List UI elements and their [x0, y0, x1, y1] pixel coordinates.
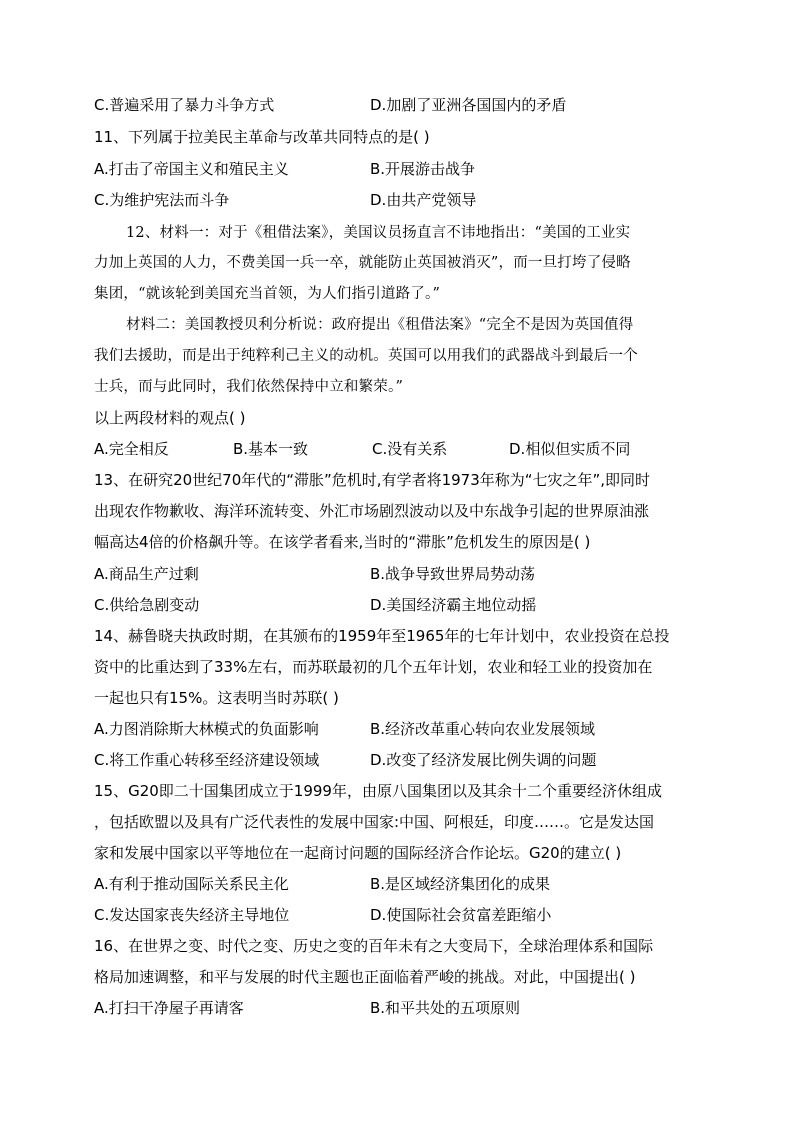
q11-option-b[interactable]: B.开展游击战争	[370, 160, 476, 178]
q12-option-b[interactable]: B.基本一致	[233, 440, 309, 458]
q13-stem-line2: 出现农作物歉收、海洋环流转变、外汇市场剧烈波动以及中东战争引起的世界原油涨	[94, 502, 650, 520]
q16-stem-line1: 16、在世界之变、时代之变、历史之变的百年未有之大变局下，全球治理体系和国际	[94, 937, 654, 955]
q12-option-d[interactable]: D.相似但实质不同	[509, 440, 631, 458]
q12-stem: 以上两段材料的观点( )	[94, 409, 246, 427]
q15-stem-line3: 家和发展中国家以平等地位在一起商讨问题的国际经济合作论坛。G20的建立( )	[94, 844, 622, 862]
q15-option-d[interactable]: D.使国际社会贫富差距缩小	[370, 906, 552, 924]
q12-material2-line2: 我们去援助，而是出于纯粹利己主义的动机。英国可以用我们的武器战斗到最后一个	[94, 348, 638, 364]
q11-stem: 11、下列属于拉美民主革命与改革共同特点的是( )	[94, 128, 430, 146]
q13-option-b[interactable]: B.战争导致世界局势动荡	[370, 565, 536, 583]
q15-option-a[interactable]: A.有利于推动国际关系民主化	[94, 875, 289, 893]
q14-option-a[interactable]: A.力图消除斯大林模式的负面影响	[94, 720, 319, 738]
q10-option-d[interactable]: D.加剧了亚洲各国国内的矛盾	[370, 96, 567, 114]
q12-option-c[interactable]: C.没有关系	[372, 440, 448, 458]
q13-option-a[interactable]: A.商品生产过剩	[94, 565, 199, 583]
q16-stem-line2: 格局加速调整，和平与发展的时代主题也正面临着严峻的挑战。对此，中国提出( )	[94, 968, 636, 986]
q12-option-a[interactable]: A.完全相反	[94, 440, 169, 458]
q14-stem-line2: 资中的比重达到了33%左右，而苏联最初的几个五年计划，农业和轻工业的投资加在	[94, 658, 653, 676]
q15-stem-line1: 15、G20即二十国集团成立于1999年，由原八国集团以及其余十二个重要经济休组成	[94, 782, 662, 800]
q14-option-b[interactable]: B.经济改革重心转向农业发展领域	[370, 720, 596, 738]
q16-option-b[interactable]: B.和平共处的五项原则	[370, 999, 521, 1017]
q12-material1-line3: 集团，“就该轮到美国充当首领，为人们指引道路了。”	[94, 286, 441, 302]
q15-stem-line2: ，包括欧盟以及具有广泛代表性的发展中国家:中国、阿根廷，印度……。它是发达国	[94, 813, 655, 831]
q12-material2-line1: 材料二：美国教授贝利分析说：政府提出《租借法案》“完全不是因为英国值得	[126, 317, 634, 333]
q13-stem-line3: 幅高达4倍的价格飙升等。在该学者看来,当时的“滞胀”危机发生的原因是( )	[94, 533, 591, 551]
q16-option-a[interactable]: A.打扫干净屋子再请客	[94, 999, 244, 1017]
q13-option-d[interactable]: D.美国经济霸主地位动摇	[370, 596, 537, 614]
q14-option-d[interactable]: D.改变了经济发展比例失调的问题	[370, 751, 597, 769]
q12-material1-line2: 力加上英国的人力，不费美国一兵一卒，就能防止英国被消灭”，而一旦打垮了侵略	[94, 255, 631, 271]
q14-stem-line3: 一起也只有15%。这表明当时苏联( )	[94, 689, 339, 707]
q12-material2-line3: 士兵，而与此同时，我们依然保持中立和繁荣。”	[94, 379, 404, 395]
q15-option-c[interactable]: C.发达国家丧失经济主导地位	[94, 906, 290, 924]
q11-option-a[interactable]: A.打击了帝国主义和殖民主义	[94, 160, 289, 178]
q14-stem-line1: 14、赫鲁晓夫执政时期，在其颁布的1959年至1965年的七年计划中，农业投资在总投	[94, 627, 670, 645]
q15-option-b[interactable]: B.是区域经济集团化的成果	[370, 875, 551, 893]
q13-option-c[interactable]: C.供给急剧变动	[94, 596, 200, 614]
q13-stem-line1: 13、在研究20世纪70年代的“滞胀”危机时,有学者将1973年称为“七灾之年”,即同时	[94, 471, 651, 489]
q12-material1-line1: 12、材料一：对于《租借法案》，美国议员扬直言不讳地指出：“美国的工业实	[126, 225, 631, 241]
q11-option-d[interactable]: D.由共产党领导	[370, 191, 477, 209]
q14-option-c[interactable]: C.将工作重心转移至经济建设领域	[94, 751, 320, 769]
q10-option-c[interactable]: C.普遍采用了暴力斗争方式	[94, 96, 275, 114]
q11-option-c[interactable]: C.为维护宪法而斗争	[94, 191, 230, 209]
